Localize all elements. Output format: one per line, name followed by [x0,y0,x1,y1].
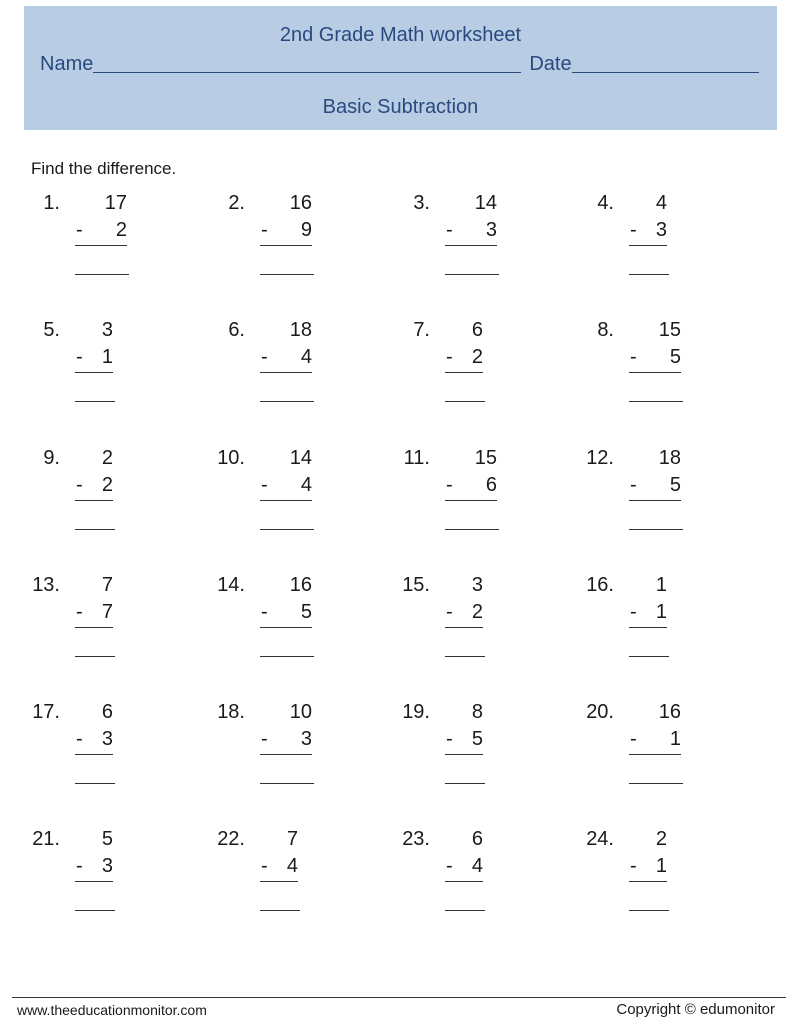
minus-sign: - [261,219,268,241]
answer-blank[interactable] [629,783,683,784]
minuend: 2 [655,828,667,850]
minus-sign: - [630,474,637,496]
problem-number: 22. [217,828,245,850]
problem-rule [445,881,483,882]
answer-blank[interactable] [75,783,115,784]
problem-rule [260,881,298,882]
answer-blank[interactable] [629,529,683,530]
problem-17 [20,701,200,811]
minuend: 6 [471,319,483,341]
subtrahend: 1 [101,346,113,368]
footer-divider [12,997,786,998]
subtrahend: 4 [300,474,312,496]
minus-sign: - [261,728,268,750]
problem-rule [629,372,681,373]
problem-23 [390,828,570,938]
answer-blank[interactable] [75,274,129,275]
problem-rule [445,627,483,628]
minus-sign: - [446,855,453,877]
problem-rule [445,500,497,501]
answer-blank[interactable] [445,274,499,275]
subtrahend: 1 [655,855,667,877]
minus-sign: - [261,346,268,368]
problem-number: 14. [217,574,245,596]
minus-sign: - [446,219,453,241]
problem-number: 18. [217,701,245,723]
problem-12 [574,447,754,557]
problem-19 [390,701,570,811]
minus-sign: - [76,728,83,750]
subtrahend: 2 [471,601,483,623]
subtrahend: 1 [669,728,681,750]
minuend: 1 [655,574,667,596]
answer-blank[interactable] [260,910,300,911]
problem-7 [390,319,570,429]
worksheet-header [24,6,777,130]
problem-16 [574,574,754,684]
minus-sign: - [76,346,83,368]
problem-number: 23. [402,828,430,850]
minus-sign: - [76,219,83,241]
minus-sign: - [630,219,637,241]
minuend: 15 [474,447,497,469]
problem-number: 13. [32,574,60,596]
subtrahend: 7 [101,601,113,623]
minuend: 10 [289,701,312,723]
minus-sign: - [76,855,83,877]
minus-sign: - [630,728,637,750]
problem-number: 5. [43,319,60,341]
problem-rule [445,245,497,246]
worksheet-title: 2nd Grade Math worksheet [279,24,522,46]
problem-rule [445,372,483,373]
minuend: 14 [474,192,497,214]
minuend: 18 [658,447,681,469]
problem-rule [260,627,312,628]
problem-number: 17. [32,701,60,723]
name-date-row [40,50,759,76]
subtrahend: 3 [485,219,497,241]
problem-number: 10. [217,447,245,469]
subtrahend: 4 [300,346,312,368]
instructions: Find the difference. [31,159,177,178]
minus-sign: - [446,728,453,750]
problem-22 [205,828,385,938]
subtrahend: 6 [485,474,497,496]
minuend: 3 [101,319,113,341]
minuend: 5 [101,828,113,850]
subtrahend: 3 [655,219,667,241]
problem-number: 11. [403,447,430,469]
minuend: 6 [101,701,113,723]
problem-rule [629,500,681,501]
answer-blank[interactable] [629,401,683,402]
problem-number: 3. [413,192,430,214]
minuend: 16 [289,192,312,214]
problem-2 [205,192,385,302]
answer-blank[interactable] [75,529,115,530]
problem-rule [445,754,483,755]
minus-sign: - [446,346,453,368]
answer-blank[interactable] [629,656,669,657]
subtrahend: 3 [101,728,113,750]
subtrahend: 2 [101,474,113,496]
problem-20 [574,701,754,811]
problem-number: 16. [586,574,614,596]
problem-number: 12. [586,447,614,469]
answer-blank[interactable] [260,401,314,402]
answer-blank[interactable] [629,274,669,275]
problem-rule [260,372,312,373]
minus-sign: - [446,601,453,623]
problem-number: 19. [402,701,430,723]
problem-number: 7. [413,319,430,341]
answer-blank[interactable] [445,910,485,911]
problem-14 [205,574,385,684]
minus-sign: - [261,601,268,623]
problem-rule [260,754,312,755]
minuend: 14 [289,447,312,469]
problem-number: 9. [43,447,60,469]
problem-number: 15. [402,574,430,596]
subtrahend: 4 [471,855,483,877]
problem-4 [574,192,754,302]
problem-rule [75,627,113,628]
problem-rule [75,500,113,501]
minuend: 15 [658,319,681,341]
subtrahend: 3 [101,855,113,877]
problem-rule [629,245,667,246]
problem-rule [629,881,667,882]
minuend: 3 [471,574,483,596]
subtrahend: 5 [471,728,483,750]
problem-6 [205,319,385,429]
problem-number: 20. [586,701,614,723]
problem-15 [390,574,570,684]
subtrahend: 1 [655,601,667,623]
name-field[interactable] [93,52,521,73]
minuend: 8 [471,701,483,723]
minuend: 4 [655,192,667,214]
minuend: 7 [286,828,298,850]
problem-24 [574,828,754,938]
minus-sign: - [261,474,268,496]
answer-blank[interactable] [445,783,485,784]
minuend: 17 [104,192,127,214]
problem-rule [75,754,113,755]
minuend: 16 [289,574,312,596]
problem-rule [629,754,681,755]
answer-blank[interactable] [75,401,115,402]
subtrahend: 2 [471,346,483,368]
minuend: 16 [658,701,681,723]
minus-sign: - [446,474,453,496]
footer-website: www.theeducationmonitor.com [17,1002,207,1018]
minus-sign: - [630,601,637,623]
problem-11 [390,447,570,557]
minus-sign: - [630,346,637,368]
problem-number: 2. [228,192,245,214]
problem-10 [205,447,385,557]
name-label: Name [40,53,94,75]
problem-1 [20,192,200,302]
worksheet-subtitle: Basic Subtraction [322,96,479,118]
footer-copyright: Copyright © edumonitor [616,1001,775,1018]
answer-blank[interactable] [75,656,115,657]
problem-21 [20,828,200,938]
answer-blank[interactable] [260,656,314,657]
problem-rule [75,881,113,882]
problem-number: 24. [586,828,614,850]
minus-sign: - [76,601,83,623]
problem-13 [20,574,200,684]
subtrahend: 5 [669,346,681,368]
answer-blank[interactable] [629,910,669,911]
problem-rule [260,245,312,246]
minuend: 7 [101,574,113,596]
problem-3 [390,192,570,302]
problem-9 [20,447,200,557]
problem-number: 21. [32,828,60,850]
answer-blank[interactable] [260,274,314,275]
answer-blank[interactable] [445,656,485,657]
answer-blank[interactable] [260,783,314,784]
answer-blank[interactable] [445,401,485,402]
subtrahend: 5 [669,474,681,496]
answer-blank[interactable] [260,529,314,530]
answer-blank[interactable] [445,529,499,530]
problem-18 [205,701,385,811]
answer-blank[interactable] [75,910,115,911]
problem-rule [260,500,312,501]
minuend: 6 [471,828,483,850]
problem-8 [574,319,754,429]
minus-sign: - [76,474,83,496]
problem-number: 6. [228,319,245,341]
problem-number: 8. [597,319,614,341]
subtrahend: 2 [115,219,127,241]
date-label: Date [529,53,572,75]
subtrahend: 3 [300,728,312,750]
minuend: 2 [101,447,113,469]
subtrahend: 4 [286,855,298,877]
problem-rule [629,627,667,628]
date-field[interactable] [572,52,759,73]
minus-sign: - [630,855,637,877]
subtrahend: 9 [300,219,312,241]
problem-number: 1. [43,192,60,214]
minus-sign: - [261,855,268,877]
problem-rule [75,372,113,373]
problem-number: 4. [597,192,614,214]
problem-5 [20,319,200,429]
minuend: 18 [289,319,312,341]
subtrahend: 5 [300,601,312,623]
problem-rule [75,245,127,246]
